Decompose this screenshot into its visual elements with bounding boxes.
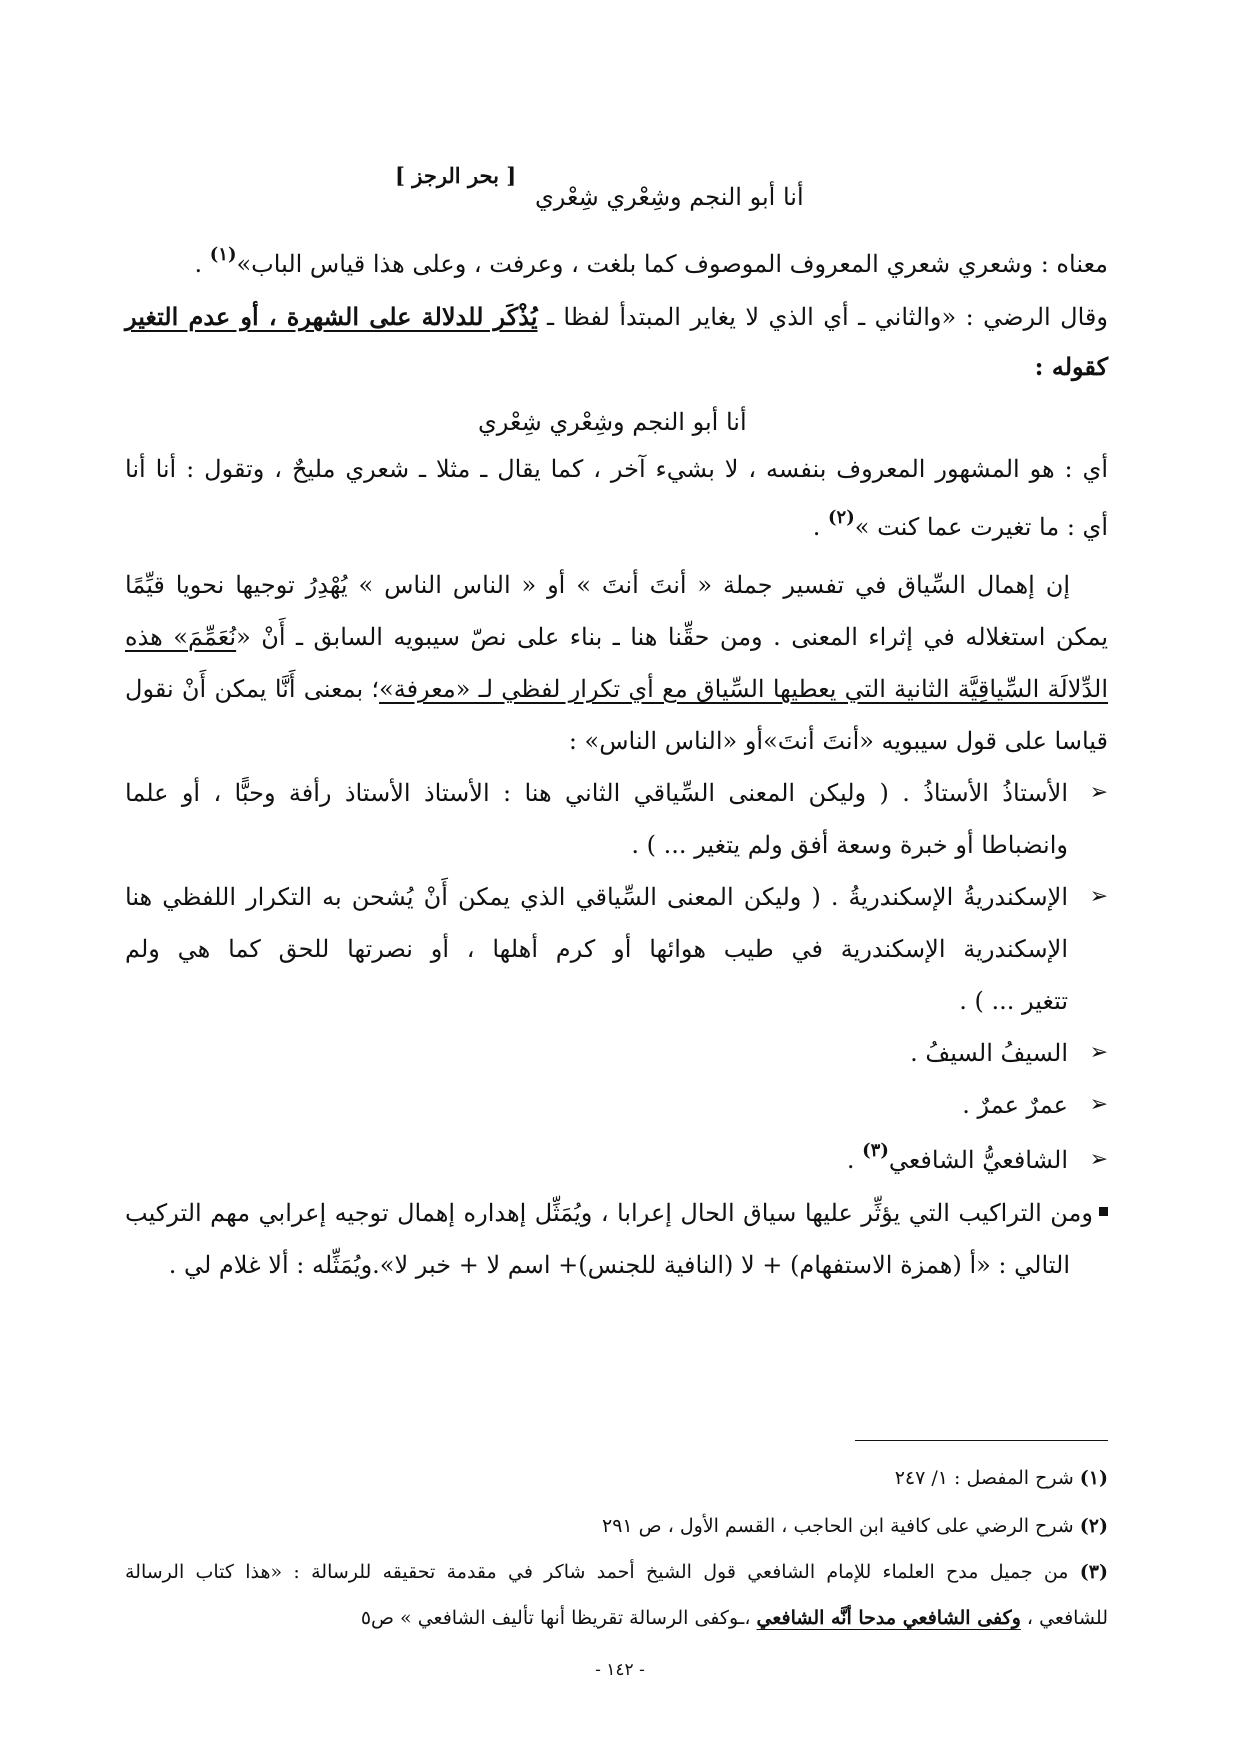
bullet-arrow-icon: ➢ xyxy=(1089,884,1108,909)
bullet4-text: عمرٌ عمرٌ . xyxy=(962,1091,1068,1119)
bullet1-line-2: وانضباطا أو خبرة وسعة أفق ولم يتغير ... ) . xyxy=(631,831,1068,859)
footnote-3-number: (٣) xyxy=(1079,1561,1108,1583)
line1-text: معناه : وشعري شعري المعروف الموصوف كما بلغت ، وعرفت ، وعلى هذا قياس الباب» xyxy=(236,250,1108,278)
bullet-arrow-icon: ➢ xyxy=(1089,1147,1108,1172)
footnote-3-line2-start: للشافعي ، xyxy=(1020,1607,1108,1629)
footnote-2-number: (٢) xyxy=(1079,1515,1108,1537)
footnote-3-line-1 xyxy=(125,1558,1108,1586)
bullet5-text xyxy=(846,1140,1068,1177)
bullet-arrow-icon: ➢ xyxy=(1089,1040,1108,1065)
para2-line2-text: يمكن استغلاله في إثراء المعنى . ومن حقِّنا هنا ـ بناء على نصّ سيبويه السابق ـ أَنْ « xyxy=(236,623,1109,651)
para2-line2-tail: » هذه xyxy=(125,623,188,651)
para2-line-2 xyxy=(125,620,1108,654)
line5-end: . xyxy=(812,513,821,541)
text-line-5 xyxy=(812,507,1108,544)
meter-label: [ بحر الرجز ] xyxy=(395,163,517,188)
line2-emphasis: يُذْكَر للدلالة على الشهرة ، أو عدم التغير xyxy=(125,302,538,331)
bullet5-end: . xyxy=(846,1146,855,1174)
text-line-4: أي : هو المشهور المعروف بنفسه ، لا بشيء آخر ، كما يقال ـ مثلا ـ شعري مليحٌ ، وتقول : أنا أنا xyxy=(125,455,1108,483)
closing-line-2: التالي : «أ (همزة الاستفهام) + لا (النافية للجنس)+ اسم لا + خبر لا».ويُمَثِّله : ألا غلام لي . xyxy=(168,1251,1070,1279)
closing-line-1 xyxy=(125,1196,1108,1230)
text-line-2 xyxy=(125,300,1108,334)
line2-text: وقال الرضي : «والثاني ـ أي الذي لا يغاير المبتدأ لفظا ـ xyxy=(537,303,1108,331)
footnote-1-number: (١) xyxy=(1079,1467,1108,1489)
text-line-3: كقوله : xyxy=(1034,352,1108,381)
square-bullet-icon xyxy=(1099,1207,1108,1216)
bullet2-line-1: الإسكندريةُ الإسكندريةُ . ( وليكن المعنى السِّياقي الذي يمكن أَنْ يُشحن به التكرار اللفظي هنا xyxy=(125,883,1068,911)
line1-end: . xyxy=(194,250,203,278)
bullet-item-4 xyxy=(125,1088,1108,1128)
bullet-item-5 xyxy=(125,1140,1108,1183)
bullet-arrow-icon: ➢ xyxy=(1089,780,1108,805)
bullet1-line-1: الأستاذُ الأستاذُ . ( وليكن المعنى السِّياقي الثاني هنا : الأستاذ الأستاذ رأفة وحبًّا ، أو علما xyxy=(125,779,1068,807)
para2-line-3 xyxy=(125,672,1108,706)
footnote-3-text: من جميل مدح العلماء للإمام الشافعي قول الشيخ أحمد شاكر في مقدمة تحقيقه للرسالة : «هذا كتاب الرسالة xyxy=(125,1561,1069,1583)
bullet3-text: السيفُ السيفُ . xyxy=(910,1039,1068,1067)
bullet-item-3 xyxy=(125,1036,1108,1076)
footnote-ref-1: (١) xyxy=(209,244,237,265)
footnote-2 xyxy=(602,1512,1108,1540)
verse-quote: أنا أبو النجم وشِعْري شِعْري xyxy=(478,408,747,436)
footnote-ref-3: (٣) xyxy=(862,1140,889,1161)
footnote-2-text: شرح الرضي على كافية ابن الحاجب ، القسم الأول ، ص ٢٩١ xyxy=(602,1515,1074,1537)
footnote-ref-2: (٢) xyxy=(828,507,855,528)
footnote-3-line2-end: ،ـوكفى الرسالة تقريظا أنها تأليف الشافعي » ص٥ xyxy=(360,1607,757,1629)
verse-header: أنا أبو النجم وشِعْري شِعْري xyxy=(535,183,804,211)
footnote-3-emphasis: وكفى الشافعي مدحا أنَّه الشافعي xyxy=(756,1607,1021,1629)
line5-text: أي : ما تغيرت عما كنت » xyxy=(854,513,1108,541)
para2-line2-underlined: نُعَمِّمَ xyxy=(188,623,237,651)
bullet2-line-2: الإسكندرية الإسكندرية في طيب هوائها أو كرم أهلها ، أو نصرتها للحق كما هي ولم xyxy=(125,935,1068,963)
page-number: - ١٤٢ - xyxy=(595,1660,645,1680)
bullet-item-1 xyxy=(125,776,1108,866)
bullet5-words: الشافعيُّ الشافعي xyxy=(888,1146,1068,1174)
bullet2-line-3: تتغير ... ) . xyxy=(959,987,1068,1015)
bullet-item-2 xyxy=(125,880,1108,1030)
footnote-3-line-2 xyxy=(361,1604,1108,1632)
para2-line-1: إن إهمال السِّياق في تفسير جملة « أنتَ أنتَ » أو « الناس الناس » يُهْدِرُ توجيها نحويا قيِّمًا xyxy=(125,571,1070,599)
bullet-arrow-icon: ➢ xyxy=(1089,1092,1108,1117)
para2-line3-underlined: الدِّلالَة السِّياقِيَّة الثانية التي يعطيها السِّياق مع أي تكرار لفظي لـ «معرفة» xyxy=(379,675,1108,703)
para2-line-4: قياسا على قول سيبويه «أنتَ أنتَ»أو «الناس الناس» : xyxy=(568,727,1108,755)
closing-line1-text: ومن التراكيب التي يؤثِّر عليها سياق الحال إعرابا ، ويُمَثِّل إهداره إهمال توجيه إعرابي مهم التركيب xyxy=(125,1199,1093,1227)
para2-line3-text: ؛ بمعنى أَنَّا يمكن أَنْ نقول xyxy=(125,675,380,703)
footnote-1 xyxy=(895,1464,1108,1492)
footnote-1-text: شرح المفصل : ١/ ٢٤٧ xyxy=(894,1467,1074,1489)
text-line-1 xyxy=(194,244,1108,281)
footnote-separator xyxy=(855,1440,1108,1441)
